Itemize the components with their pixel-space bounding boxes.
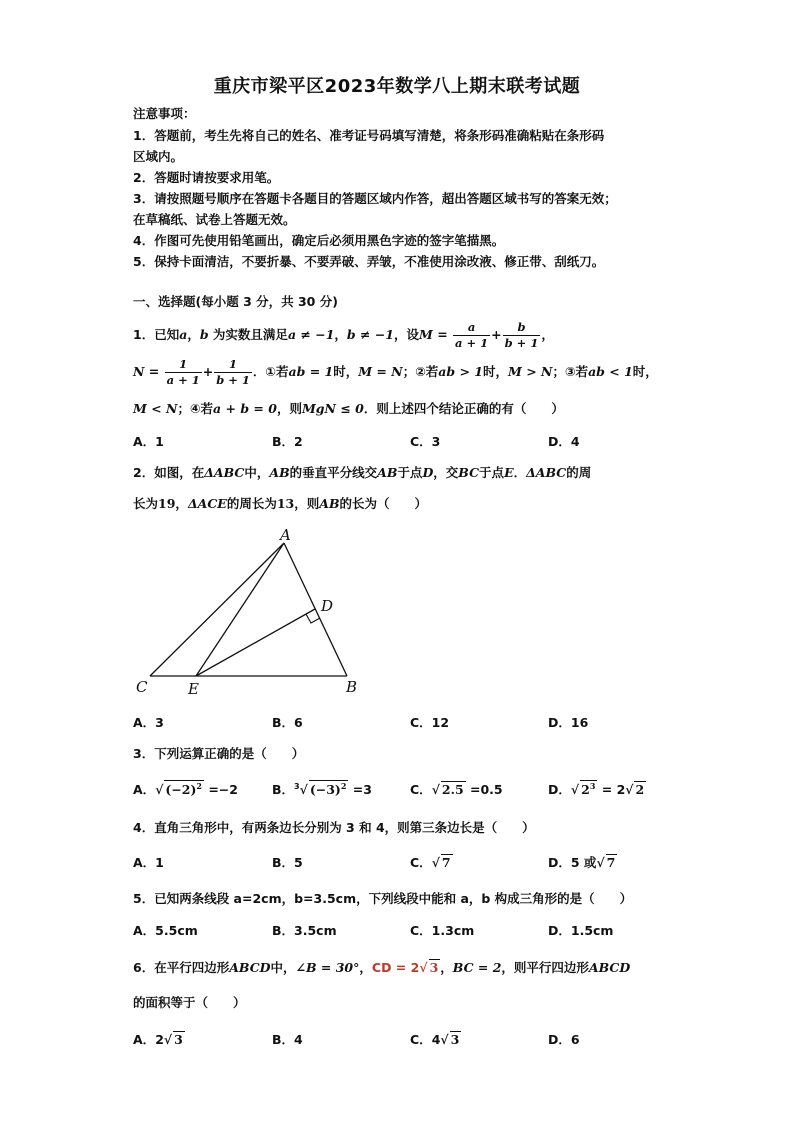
q6-option-c[interactable]: C．4√ 3 xyxy=(410,1032,460,1047)
q5-option-c[interactable]: C．1.3cm xyxy=(410,923,475,938)
section-heading: 一、选择题(每小题 3 分，共 30 分) xyxy=(133,294,338,309)
q4-option-c[interactable]: C．√ 7 xyxy=(410,855,451,870)
segment-ed xyxy=(196,609,315,676)
q2-option-b[interactable]: B．6 xyxy=(272,715,303,730)
q1-line1: 1．已知a，b 为实数且满足a ≠ −1，b ≠ −1，设M = $\frac{a}{a + 1}$ + $\frac{b}{b + 1}$ ， xyxy=(133,320,554,350)
q1-line3: M < N；④若a + b = 0，则MgN ≤ 0．则上述四个结论正确的有（ ） xyxy=(133,401,564,416)
q5-text: 5．已知两条线段 a=2cm，b=3.5cm，下列线段中能和 a，b 构成三角形的是（ ） xyxy=(133,891,633,906)
q5-option-d[interactable]: D．1.5cm xyxy=(548,923,614,938)
fraction: $\frac{1}{a + 1}$ xyxy=(166,357,200,387)
q6-option-d[interactable]: D．6 xyxy=(548,1032,580,1047)
triangle-figure xyxy=(130,525,375,700)
q3-option-c[interactable]: C．√ 2.5 =0.5 xyxy=(410,782,503,797)
fraction: $\frac{b}{b + 1}$ xyxy=(504,320,539,350)
segment-ab xyxy=(284,543,347,676)
q6-line2: 的面积等于（ ） xyxy=(133,995,246,1010)
fraction: $\frac{a}{a + 1}$ xyxy=(455,320,489,350)
q5-option-b[interactable]: B．3.5cm xyxy=(272,923,337,938)
q2-option-c[interactable]: C．12 xyxy=(410,715,450,730)
q1-line2: N = $\frac{1}{a + 1}$ + $\frac{1}{b + 1}$ ．①若ab = 1时，M = N；②若ab > 1时，M > N；③若ab < 1时， xyxy=(133,357,658,387)
notice-item: 在草稿纸、试卷上答题无效。 xyxy=(133,212,296,227)
label-d: D xyxy=(321,597,334,615)
q3-option-a[interactable]: A．√ $(-2)^2 =-2$ xyxy=(133,781,238,798)
q6-line1: 6．在平行四边形ABCD中，∠B = 30°，CD = 2√ 3 ，BC = 2，则平行四边形ABCD xyxy=(133,960,631,975)
q5-option-a[interactable]: A．5.5cm xyxy=(133,923,198,938)
segment-ca xyxy=(150,543,284,676)
notice-heading: 注意事项： xyxy=(133,106,196,121)
notice-item: 5．保持卡面清洁，不要折暴、不要弄破、弄皱，不准使用涂改液、修正带、刮纸刀。 xyxy=(133,254,605,269)
notice-item: 区域内。 xyxy=(133,149,184,164)
page-title: 重庆市梁平区2023年数学八上期末联考试题 xyxy=(213,76,581,97)
segment-ea xyxy=(196,543,284,676)
notice-item: 2．答题时请按要求用笔。 xyxy=(133,170,280,185)
q1-option-b[interactable]: B．2 xyxy=(272,434,303,449)
notice-item: 4．作图可先使用铅笔画出，确定后必须用黑色字迹的签字笔描黑。 xyxy=(133,233,505,248)
q1-option-c[interactable]: C．3 xyxy=(410,434,441,449)
q2-option-a[interactable]: A．3 xyxy=(133,715,164,730)
q4-option-a[interactable]: A．1 xyxy=(133,855,164,870)
fraction: $\frac{1}{b + 1}$ xyxy=(216,357,250,387)
q4-text: 4．直角三角形中，有两条边长分别为 3 和 4，则第三条边长是（ ） xyxy=(133,820,535,835)
q2-option-d[interactable]: D．16 xyxy=(548,715,589,730)
q4-option-d[interactable]: D．5 或√ 7 xyxy=(548,855,616,870)
q3-option-d[interactable]: D．√ $2^3 = 2√$ 2 xyxy=(548,781,645,798)
notice-item: 3．请按照题号顺序在答题卡各题目的答题区域内作答，超出答题区域书写的答案无效； xyxy=(133,191,617,206)
notice-item: 1．答题前，考生先将自己的姓名、准考证号码填写清楚，将条形码准确粘贴在条形码 xyxy=(133,128,605,143)
q4-option-b[interactable]: B．5 xyxy=(272,855,303,870)
label-c: C xyxy=(136,678,148,696)
q1-option-d[interactable]: D．4 xyxy=(548,434,580,449)
q2-line2: 长为19，ΔACE的周长为13，则AB的长为（ ） xyxy=(133,496,428,511)
label-e: E xyxy=(188,680,199,698)
q3-option-b[interactable]: B．$^3$√ $(-3)^2 =3$ xyxy=(272,781,372,798)
q2-line1: 2．如图，在ΔABC中，AB的垂直平分线交AB于点D，交BC于点E．ΔABC的周 xyxy=(133,465,592,480)
q6-option-a[interactable]: A．2√ 3 xyxy=(133,1032,183,1047)
q1-option-a[interactable]: A．1 xyxy=(133,434,164,449)
q3-text: 3．下列运算正确的是（ ） xyxy=(133,746,305,761)
label-b: B xyxy=(346,678,358,696)
label-a: A xyxy=(280,526,291,544)
q6-option-b[interactable]: B．4 xyxy=(272,1032,303,1047)
